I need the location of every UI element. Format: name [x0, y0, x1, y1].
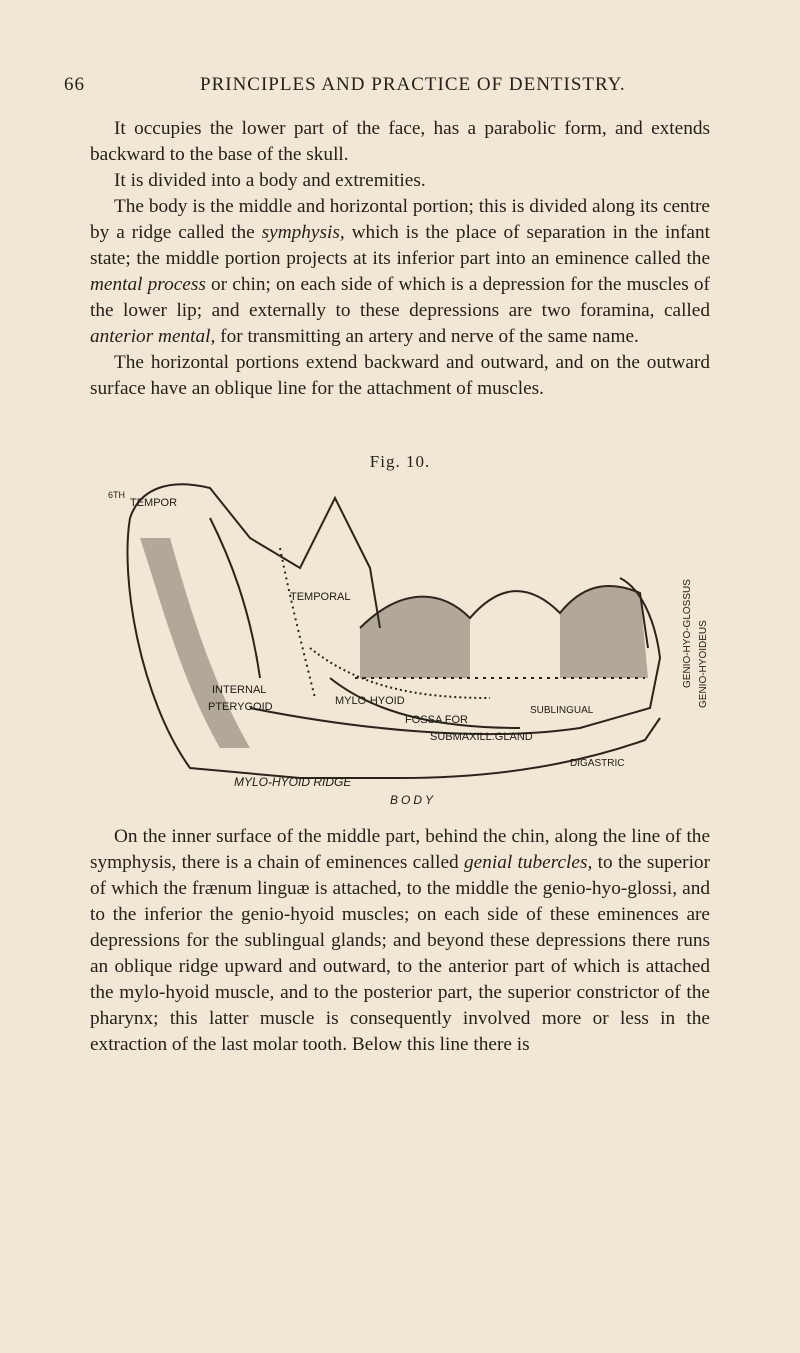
label-submax: SUBMAXILL.GLAND — [430, 731, 533, 743]
label-internal: INTERNAL — [212, 684, 267, 696]
paragraph — [90, 194, 710, 350]
label-body: BODY — [390, 793, 437, 807]
label-tempor: TEMPOR — [130, 497, 178, 509]
label-temporal: TEMPORAL — [290, 591, 351, 603]
paragraph — [90, 350, 710, 402]
paragraph-text: The horizontal portions extend backward and outward, and on the outward surface have an oblique line for the attachment of muscles. — [90, 352, 710, 399]
paragraph-text: It occupies the lower part of the face, has a parabolic form, and extends backward to the base of the skull. — [90, 118, 710, 165]
term-genial-tubercles: genial tubercles, — [464, 852, 593, 873]
running-title: PRINCIPLES AND PRACTICE OF DENTISTRY. — [200, 74, 626, 95]
paragraph-text: to the superior of which the frænum linguæ is attached, to the middle the genio-hyo-glossi, and to the inferior the genio-hyoid muscles; on each side of these eminences are depressions for the sublingual glands; and beyond these depressions there runs an oblique ridge upward and outward, to the anterior part of which is attached the mylo-hyoid muscle, and to the posterior part, the superior constrictor of the pharynx; this latter muscle is consequently involved more or less in the extraction of the last molar tooth. Below this line there is — [90, 852, 710, 1055]
label-fossa: FOSSA FOR — [405, 714, 468, 726]
label-digastric: DIGASTRIC — [570, 758, 625, 769]
term-mental-process: mental process — [90, 274, 206, 295]
paragraph — [90, 168, 710, 194]
paragraph-text: On the inner surface of the middle part, behind the chin, along the line of the symphysis, there is a chain of eminences called — [90, 826, 710, 873]
paragraph-text: It is divided into a body and extremities. — [114, 170, 426, 191]
text-block-top — [90, 116, 710, 402]
label-pterygoid: PTERYGOID — [208, 701, 273, 713]
paragraph-text: for transmitting an artery and nerve of the same name. — [215, 326, 639, 347]
label-sixth: 6TH — [108, 490, 126, 500]
term-symphysis: symphysis, — [261, 222, 345, 243]
paragraph — [90, 116, 710, 168]
term-anterior-mental: anterior mental, — [90, 326, 216, 347]
page-number: 66 — [64, 74, 85, 95]
paragraph — [90, 824, 710, 1058]
figure-caption: Fig. 10. — [369, 452, 431, 471]
paragraph-text: which is the place of separation in the infant state; the middle portion projects at its inferior part into an eminence called the — [90, 222, 710, 269]
label-genio-hyoideus: GENIO-HYOIDEUS — [698, 620, 709, 708]
text-block-bottom — [90, 824, 710, 1058]
label-sublingual: SUBLINGUAL — [530, 705, 594, 716]
label-mylohyoid: MYLO-HYOID — [335, 695, 405, 707]
label-mylohyoid-ridge: MYLO-HYOID RIDGE — [234, 775, 352, 789]
jaw-illustration — [100, 478, 720, 818]
paragraph-text: The body is the middle and horizontal portion; this is divided along its centre by a ridge called the — [90, 196, 710, 243]
label-genio-hyo-glossus: GENIO-HYO-GLOSSUS — [682, 579, 693, 688]
paragraph-text: or chin; on each side of which is a depression for the muscles of the lower lip; and externally to these depressions are two foramina, called — [90, 274, 710, 321]
